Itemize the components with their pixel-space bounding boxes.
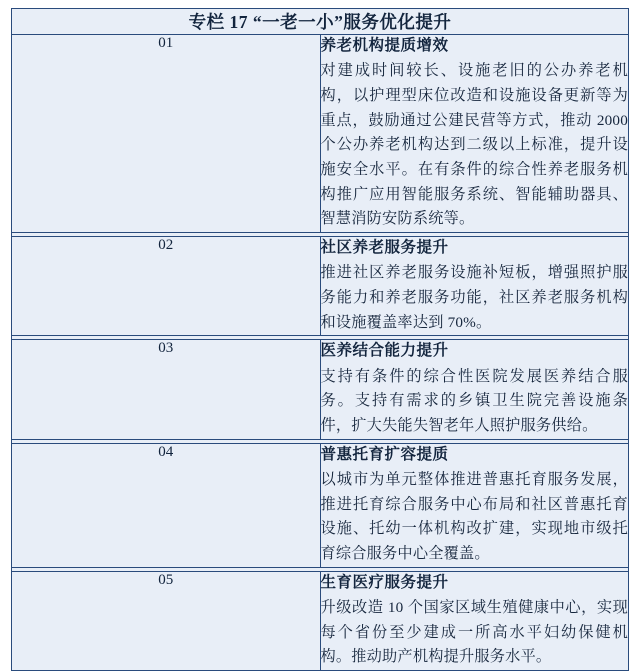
table-row bbox=[12, 236, 629, 335]
box-title-row bbox=[12, 9, 629, 35]
item-content bbox=[320, 35, 629, 233]
table-row bbox=[12, 571, 629, 670]
item-body-text: 推进社区养老服务设施补短板，增强照护服务能力和养老服务功能，社区养老服务机构和设施覆盖率达到 70%。 bbox=[320, 264, 628, 331]
item-heading: 生育医疗服务提升 bbox=[320, 573, 449, 591]
item-content bbox=[320, 443, 629, 567]
box-title: 专栏 17 “一老一小”服务优化提升 bbox=[12, 9, 629, 35]
document-page bbox=[0, 8, 640, 666]
item-content bbox=[320, 340, 629, 439]
item-heading: 养老机构提质增效 bbox=[320, 37, 449, 54]
item-heading: 普惠托育扩容提质 bbox=[320, 445, 449, 463]
item-heading: 医养结合能力提升 bbox=[320, 342, 449, 360]
item-heading: 社区养老服务提升 bbox=[320, 238, 449, 256]
table-row bbox=[12, 443, 629, 567]
item-number: 01 bbox=[12, 35, 321, 233]
item-body-text: 对建成时间较长、设施老旧的公办养老机构，以护理型床位改造和设施设备更新等为重点，鼓励通过公建民营等方式，推动 2000 个公办养老机构达到二级以上标准，提升设施安全水平。在有条件的综合性养老服务机构推广应用智能服务系统、智能辅助器具、智慧消防安防系统等。 bbox=[320, 62, 628, 228]
item-content bbox=[320, 236, 629, 335]
table-row bbox=[12, 340, 629, 439]
item-number: 03 bbox=[12, 340, 321, 439]
item-number: 04 bbox=[12, 443, 321, 567]
feature-box-table bbox=[11, 8, 629, 671]
item-body-text: 升级改造 10 个国家区域生殖健康中心，实现每个省份至少建成一所高水平妇幼保健机构。推动助产机构提升服务水平。 bbox=[320, 598, 628, 666]
item-content bbox=[320, 571, 629, 670]
item-number: 02 bbox=[12, 236, 321, 335]
item-body-text: 支持有条件的综合性医院发展医养结合服务。支持有需求的乡镇卫生院完善设施条件，扩大失能失智老年人照护服务供给。 bbox=[320, 367, 628, 434]
table-row bbox=[12, 35, 629, 233]
item-body-text: 以城市为单元整体推进普惠托育服务发展，推进托育综合服务中心布局和社区普惠托育设施、托幼一体机构改扩建，实现地市级托育综合服务中心全覆盖。 bbox=[320, 471, 628, 562]
item-number: 05 bbox=[12, 571, 321, 670]
